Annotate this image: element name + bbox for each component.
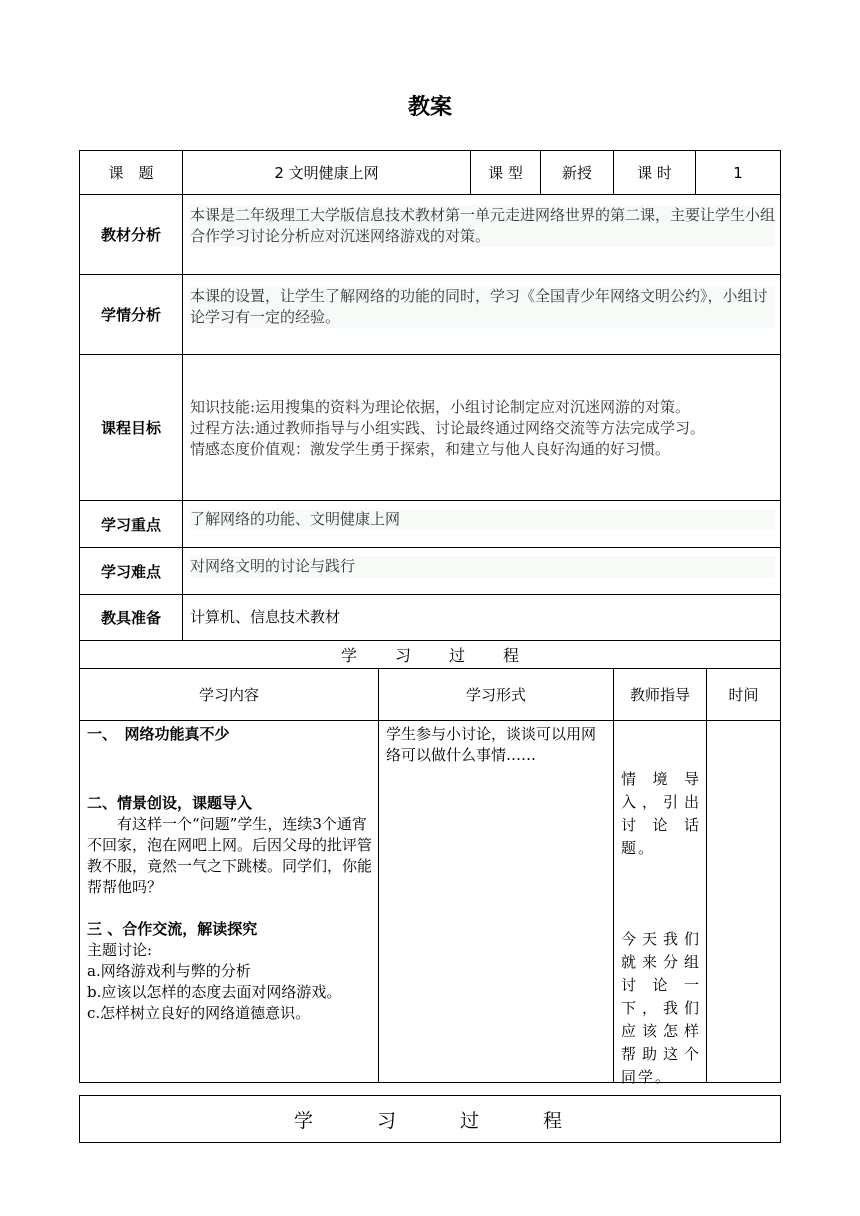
footer-process-heading: 学习过程 [293,1109,626,1132]
goal-knowledge: 知识技能:运用搜集的资料为理论依据，小组讨论制定应对沉迷网游的对策。 [190,398,691,416]
textbook-analysis-text: 本课是二年级理工大学版信息技术教材第一单元走进网络世界的第二课，主要让学生小组合作学习讨论分析应对沉迷网络游戏的对策。 [190,206,776,245]
topic-value: 2 文明健康上网 [274,164,379,182]
key-points-text: 了解网络的功能、文明健康上网 [190,509,775,530]
row-label-textbook-analysis: 教材分析 [100,226,161,244]
process-footer-box [79,1095,781,1143]
topic-label: 课 题 [108,164,154,182]
section-2-title: 二、情景创设，课题导入 [87,794,253,812]
section-3-line-3: b.应该以怎样的态度去面对网络游戏。 [87,983,342,1001]
difficulties-text: 对网络文明的讨论与践行 [190,556,775,577]
learning-form-text: 学生参与小讨论，谈谈可以用网络可以做什么事情…… [386,725,597,764]
col-header-form: 学习形式 [465,686,526,704]
document-title: 教案 [407,95,452,120]
goal-process: 过程方法:通过教师指导与小组实践、讨论最终通过网络交流等方法完成学习。 [190,419,706,437]
process-heading: 学习过程 [340,646,557,665]
section-2-text: 有这样一个“问题”学生，连续3个通宵不回家，泡在网吧上网。后因父母的批评管教不服，竟然一气之下跳楼。同学们，你能帮帮他吗？ [87,815,373,896]
hours-label: 课 时 [637,164,672,182]
hours-value: 1 [733,163,743,182]
section-1-title: 一、 网络功能真不少 [87,725,230,743]
col-header-guidance: 教师指导 [629,686,690,704]
section-3-title: 三 、合作交流，解读探究 [87,920,258,938]
guidance-1: 情境导入，引出讨论话题。 [621,770,701,857]
student-analysis-text: 本课的设置，让学生了解网络的功能的同时，学习《全国青少年网络文明公约》，小组讨论学习有一定的经验。 [190,286,775,328]
section-3-line-2: a.网络游戏利与弊的分析 [87,962,251,980]
row-label-course-goals: 课程目标 [100,419,161,437]
goal-attitude: 情感态度价值观：激发学生勇于探索，和建立与他人良好沟通的好习惯。 [190,440,671,458]
col-header-time: 时间 [728,686,759,704]
section-3-line-4: c.怎样树立良好的网络道德意识。 [87,1004,311,1022]
row-label-student-analysis: 学情分析 [100,306,161,324]
row-label-materials: 教具准备 [100,609,161,627]
section-3-line-1: 主题讨论: [87,941,153,959]
col-header-content: 学习内容 [198,686,259,704]
row-label-key-points: 学习重点 [100,515,161,534]
materials-text: 计算机、信息技术教材 [190,608,341,626]
guidance-2: 今天我们就来分组讨论一下，我们应该怎样帮助这个同学。 [621,930,701,1086]
type-value: 新授 [561,164,592,182]
learning-content [87,724,375,1024]
row-label-difficulties: 学习难点 [100,562,161,581]
type-label: 课 型 [488,164,523,182]
course-goals-text [190,397,778,460]
